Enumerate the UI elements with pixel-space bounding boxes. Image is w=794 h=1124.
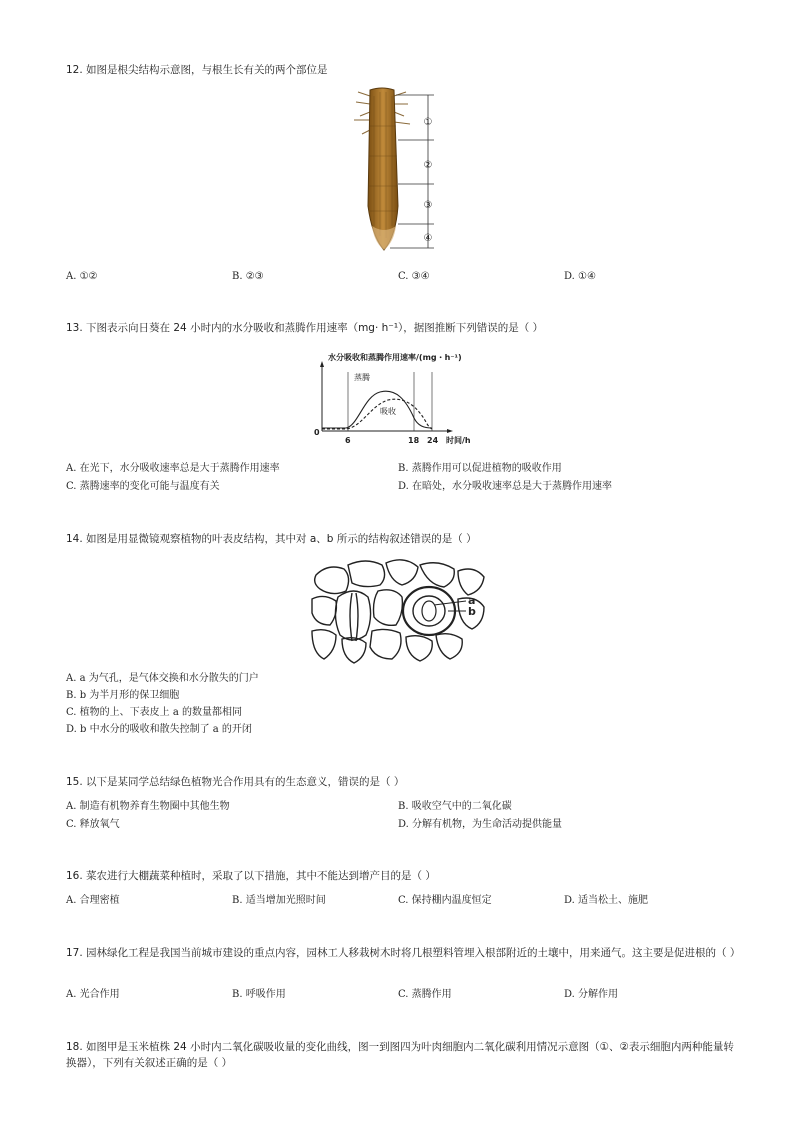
q13-option-c[interactable]: C. 蒸腾速率的变化可能与温度有关: [66, 481, 220, 492]
q14-stem: 14. 如图是用显微镜观察植物的叶表皮结构，其中对 a、b 所示的结构叙述错误的是（ ）: [66, 533, 477, 545]
q15-option-c[interactable]: C. 释放氧气: [66, 819, 120, 830]
x-axis-label: 时间/h: [446, 436, 471, 445]
series-label-transpiration: 蒸腾: [354, 373, 370, 382]
q13-option-b[interactable]: B. 蒸腾作用可以促进植物的吸收作用: [398, 463, 562, 474]
x-tick-6: 6: [345, 436, 351, 445]
x-tick-24: 24: [427, 436, 439, 445]
q12-option-b[interactable]: B. ②③: [232, 271, 264, 282]
q16-stem: 16. 菜农进行大棚蔬菜种植时，采取了以下措施，其中不能达到增产目的是（ ）: [66, 870, 436, 882]
x-tick-18: 18: [408, 436, 420, 445]
q12-stem: 12. 如图是根尖结构示意图，与根生长有关的两个部位是: [66, 64, 328, 76]
q18-stem: 18. 如图甲是玉米植株 24 小时内二氧化碳吸收量的变化曲线，图一到图四为叶肉细胞内二氧化碳利用情况示意图（①、②表示细胞内两种能量转换器），下列有关叙述正确的是（ ）: [66, 1041, 734, 1069]
leaf-epidermis-figure: [308, 555, 488, 669]
root-label-4: ④: [423, 233, 433, 244]
q17-option-b[interactable]: B. 呼吸作用: [232, 989, 286, 1000]
root-tip-figure: [350, 86, 440, 260]
q17-option-c[interactable]: C. 蒸腾作用: [398, 989, 452, 1000]
q14-option-a[interactable]: A. a 为气孔，是气体交换和水分散失的门户: [66, 673, 259, 684]
transpiration-curve: [322, 391, 432, 428]
q13-stem: 13. 下图表示向日葵在 24 小时内的水分吸收和蒸腾作用速率（mg· h⁻¹），据图推断下列错误的是（ ）: [66, 322, 544, 334]
q15-option-a[interactable]: A. 制造有机物养育生物圈中其他生物: [66, 801, 230, 812]
q15-option-b[interactable]: B. 吸收空气中的二氧化碳: [398, 801, 512, 812]
q16-option-b[interactable]: B. 适当增加光照时间: [232, 895, 326, 906]
chart-origin: 0: [314, 428, 320, 437]
q17-stem: 17. 园林绿化工程是我国当前城市建设的重点内容，园林工人移栽树木时将几根塑料管埋入根部附近的土壤中，用来通气。这主要是促进根的（ ）: [66, 947, 741, 959]
q13-option-d[interactable]: D. 在暗处，水分吸收速率总是大于蒸腾作用速率: [398, 481, 613, 492]
label-a: a: [468, 594, 476, 607]
q14-option-b[interactable]: B. b 为半月形的保卫细胞: [66, 690, 180, 701]
absorption-curve: [322, 399, 432, 429]
root-label-1: ①: [423, 117, 433, 128]
chart-title: 水分吸收和蒸腾作用速率/(mg・h⁻¹): [328, 353, 462, 362]
root-label-2: ②: [423, 160, 433, 171]
transpiration-chart: [310, 348, 510, 452]
q15-option-d[interactable]: D. 分解有机物，为生命活动提供能量: [398, 819, 563, 830]
q12-option-d[interactable]: D. ①④: [564, 271, 596, 282]
q16-option-d[interactable]: D. 适当松土、施肥: [564, 895, 649, 906]
q17-option-a[interactable]: A. 光合作用: [66, 989, 120, 1000]
q14-option-d[interactable]: D. b 中水分的吸收和散失控制了 a 的开闭: [66, 724, 252, 735]
root-label-3: ③: [423, 200, 433, 211]
q13-option-a[interactable]: A. 在光下，水分吸收速率总是大于蒸腾作用速率: [66, 463, 280, 474]
series-label-absorption: 吸收: [380, 407, 396, 416]
q16-option-a[interactable]: A. 合理密植: [66, 895, 120, 906]
q14-option-c[interactable]: C. 植物的上、下表皮上 a 的数量都相同: [66, 707, 242, 718]
label-b: b: [468, 605, 476, 618]
stoma-a: [422, 601, 436, 621]
q15-stem: 15. 以下是某同学总结绿色植物光合作用具有的生态意义，错误的是（ ）: [66, 776, 405, 788]
q12-option-c[interactable]: C. ③④: [398, 271, 430, 282]
guard-cell-b: [403, 587, 455, 635]
q16-option-c[interactable]: C. 保持棚内温度恒定: [398, 895, 492, 906]
q12-option-a[interactable]: A. ①②: [66, 271, 98, 282]
q17-option-d[interactable]: D. 分解作用: [564, 989, 619, 1000]
